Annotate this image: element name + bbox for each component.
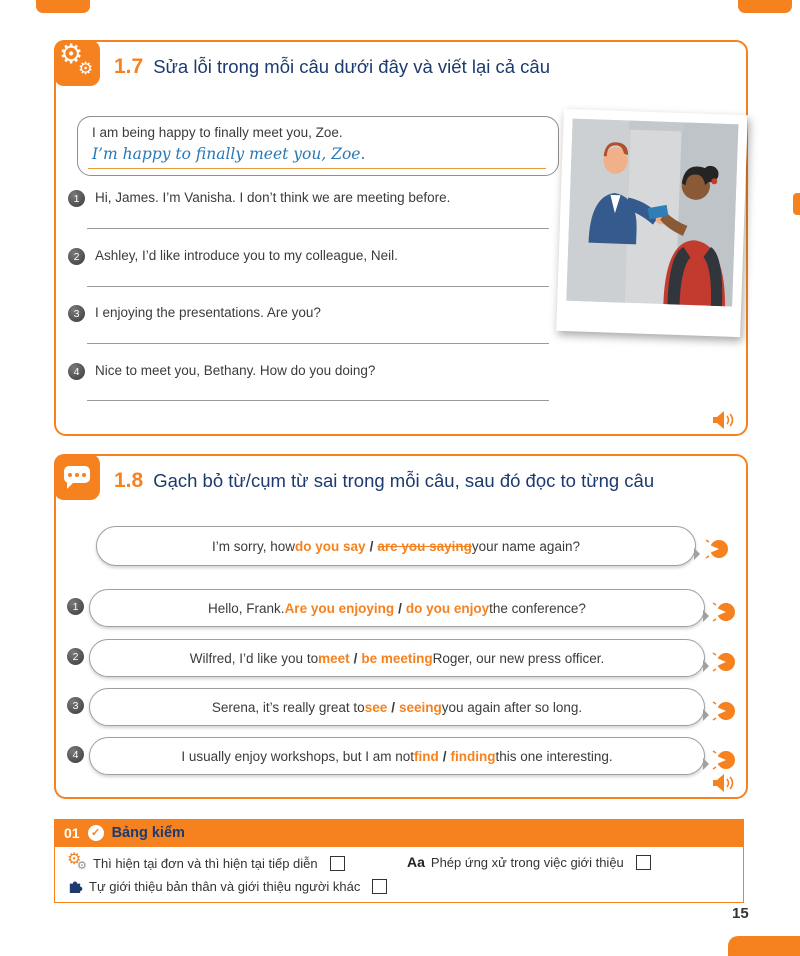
answer-line[interactable] (87, 228, 549, 229)
read-aloud-icon (711, 749, 737, 771)
example-answer-line (88, 168, 546, 169)
checklist-header-bar (54, 819, 744, 846)
section-1-7 (54, 40, 748, 436)
item-text: I enjoying the presentations. Are you? (95, 305, 321, 320)
unit-number-badge: 01 (64, 824, 80, 841)
sentence-fragment: Wilfred, I’d like you to (189, 650, 319, 666)
read-aloud-icon (704, 538, 730, 560)
example-sentence: I am being happy to finally meet you, Zoe. (92, 125, 343, 140)
read-aloud-icon (711, 700, 737, 722)
section-1-8-header (114, 469, 654, 493)
speech-bubble (89, 688, 705, 726)
section-number: 1.7 (114, 55, 144, 78)
page-edge-tab (36, 0, 90, 13)
checklist-item (67, 878, 387, 894)
audio-speaker-icon[interactable] (712, 774, 734, 792)
section-title: Gạch bỏ từ/cụm từ sai trong mỗi câu, sau đó đọc to từng câu (153, 470, 655, 491)
section-title: Sửa lỗi trong mỗi câu dưới đây và viết lại cả câu (153, 56, 551, 77)
example-speech-bubble (96, 526, 696, 566)
answer-line[interactable] (87, 343, 549, 344)
sentence-fragment: I usually enjoy workshops, but I am not (181, 748, 415, 764)
checklist-checkbox[interactable] (636, 855, 651, 870)
aa-icon: Aa (407, 854, 425, 870)
option-separator: / (353, 650, 358, 666)
crossed-out-option[interactable]: are you saying (377, 538, 472, 554)
section-1-7-header (114, 55, 550, 79)
item-text: Nice to meet you, Bethany. How do you doing? (95, 363, 376, 378)
sentence-fragment: Hello, Frank. (208, 600, 285, 616)
option-1[interactable]: find (414, 748, 439, 764)
page-edge-tab (738, 0, 792, 13)
checklist-label: Tự giới thiệu bản thân và giới thiệu người khác (89, 878, 361, 894)
option-separator: / (369, 538, 374, 554)
gear-icon: ⚙ (59, 39, 84, 69)
page-corner-bar (728, 936, 800, 956)
item-text: Hi, James. I’m Vanisha. I don’t think we are meeting before. (95, 190, 451, 205)
illustration-business-card-exchange (556, 109, 748, 337)
section-1-8-badge (54, 454, 100, 500)
checklist-checkbox[interactable] (372, 879, 387, 894)
speech-bubble (89, 589, 705, 627)
option-2[interactable]: seeing (399, 699, 442, 715)
correct-option[interactable]: do you say (295, 538, 366, 554)
exercise-item (68, 305, 548, 322)
exercise-item (68, 363, 548, 380)
option-separator: / (391, 699, 395, 715)
read-aloud-icon (711, 651, 737, 673)
item-number: 1 (68, 190, 85, 207)
sentence-fragment: your name again? (471, 538, 580, 554)
item-number: 3 (68, 305, 85, 322)
section-number: 1.8 (114, 469, 144, 492)
speech-bubble-icon (64, 466, 90, 483)
example-correction-handwriting: I’m happy to finally meet you, Zoe. (92, 145, 366, 163)
audio-speaker-icon[interactable] (712, 411, 734, 429)
item-number: 2 (67, 648, 84, 665)
check-circle-icon: ✓ (88, 825, 104, 841)
puzzle-icon (67, 878, 83, 894)
answer-line[interactable] (87, 400, 549, 401)
option-1[interactable]: see (364, 699, 388, 715)
speech-bubble (89, 639, 705, 677)
gears-icon: ⚙ ⚙ (67, 851, 87, 872)
option-1[interactable]: Are you enjoying (284, 600, 395, 616)
item-text: Ashley, I’d like introduce you to my colleague, Neil. (95, 248, 398, 263)
sentence-fragment: Roger, our new press officer. (432, 650, 605, 666)
page-number: 15 (732, 905, 749, 922)
illustration-image (566, 118, 738, 307)
option-separator: / (442, 748, 447, 764)
sentence-fragment: you again after so long. (441, 699, 583, 715)
exercise-item (68, 190, 548, 207)
checklist-label: Phép ứng xử trong việc giới thiệu (430, 854, 624, 870)
item-number: 2 (68, 248, 85, 265)
checklist-title: Bảng kiểm (111, 824, 185, 841)
section-1-8 (54, 454, 748, 799)
checklist-item (67, 851, 345, 872)
sentence-fragment: I’m sorry, how (212, 538, 296, 554)
item-number: 4 (68, 363, 85, 380)
item-number: 4 (67, 746, 84, 763)
exercise-item (68, 248, 548, 265)
sentence-fragment: Serena, it’s really great to (211, 699, 365, 715)
page-edge-marker (793, 193, 800, 215)
sentence-fragment: the conference? (489, 600, 586, 616)
example-box (77, 116, 559, 176)
speech-bubble (89, 737, 705, 775)
sentence-fragment: this one interesting. (495, 748, 613, 764)
checklist-checkbox[interactable] (330, 856, 345, 871)
option-2[interactable]: do you enjoy (405, 600, 490, 616)
gear-icon: ⚙ (78, 59, 94, 78)
answer-line[interactable] (87, 286, 549, 287)
checklist-item (407, 854, 651, 870)
section-1-7-badge (54, 40, 100, 86)
option-2[interactable]: be meeting (361, 650, 433, 666)
option-1[interactable]: meet (318, 650, 350, 666)
item-number: 1 (67, 598, 84, 615)
read-aloud-icon (711, 601, 737, 623)
option-2[interactable]: finding (450, 748, 496, 764)
option-separator: / (398, 600, 402, 616)
item-number: 3 (67, 697, 84, 714)
checklist-box (54, 846, 744, 903)
checklist-label: Thì hiện tại đơn và thì hiện tại tiếp diễn (93, 855, 318, 871)
